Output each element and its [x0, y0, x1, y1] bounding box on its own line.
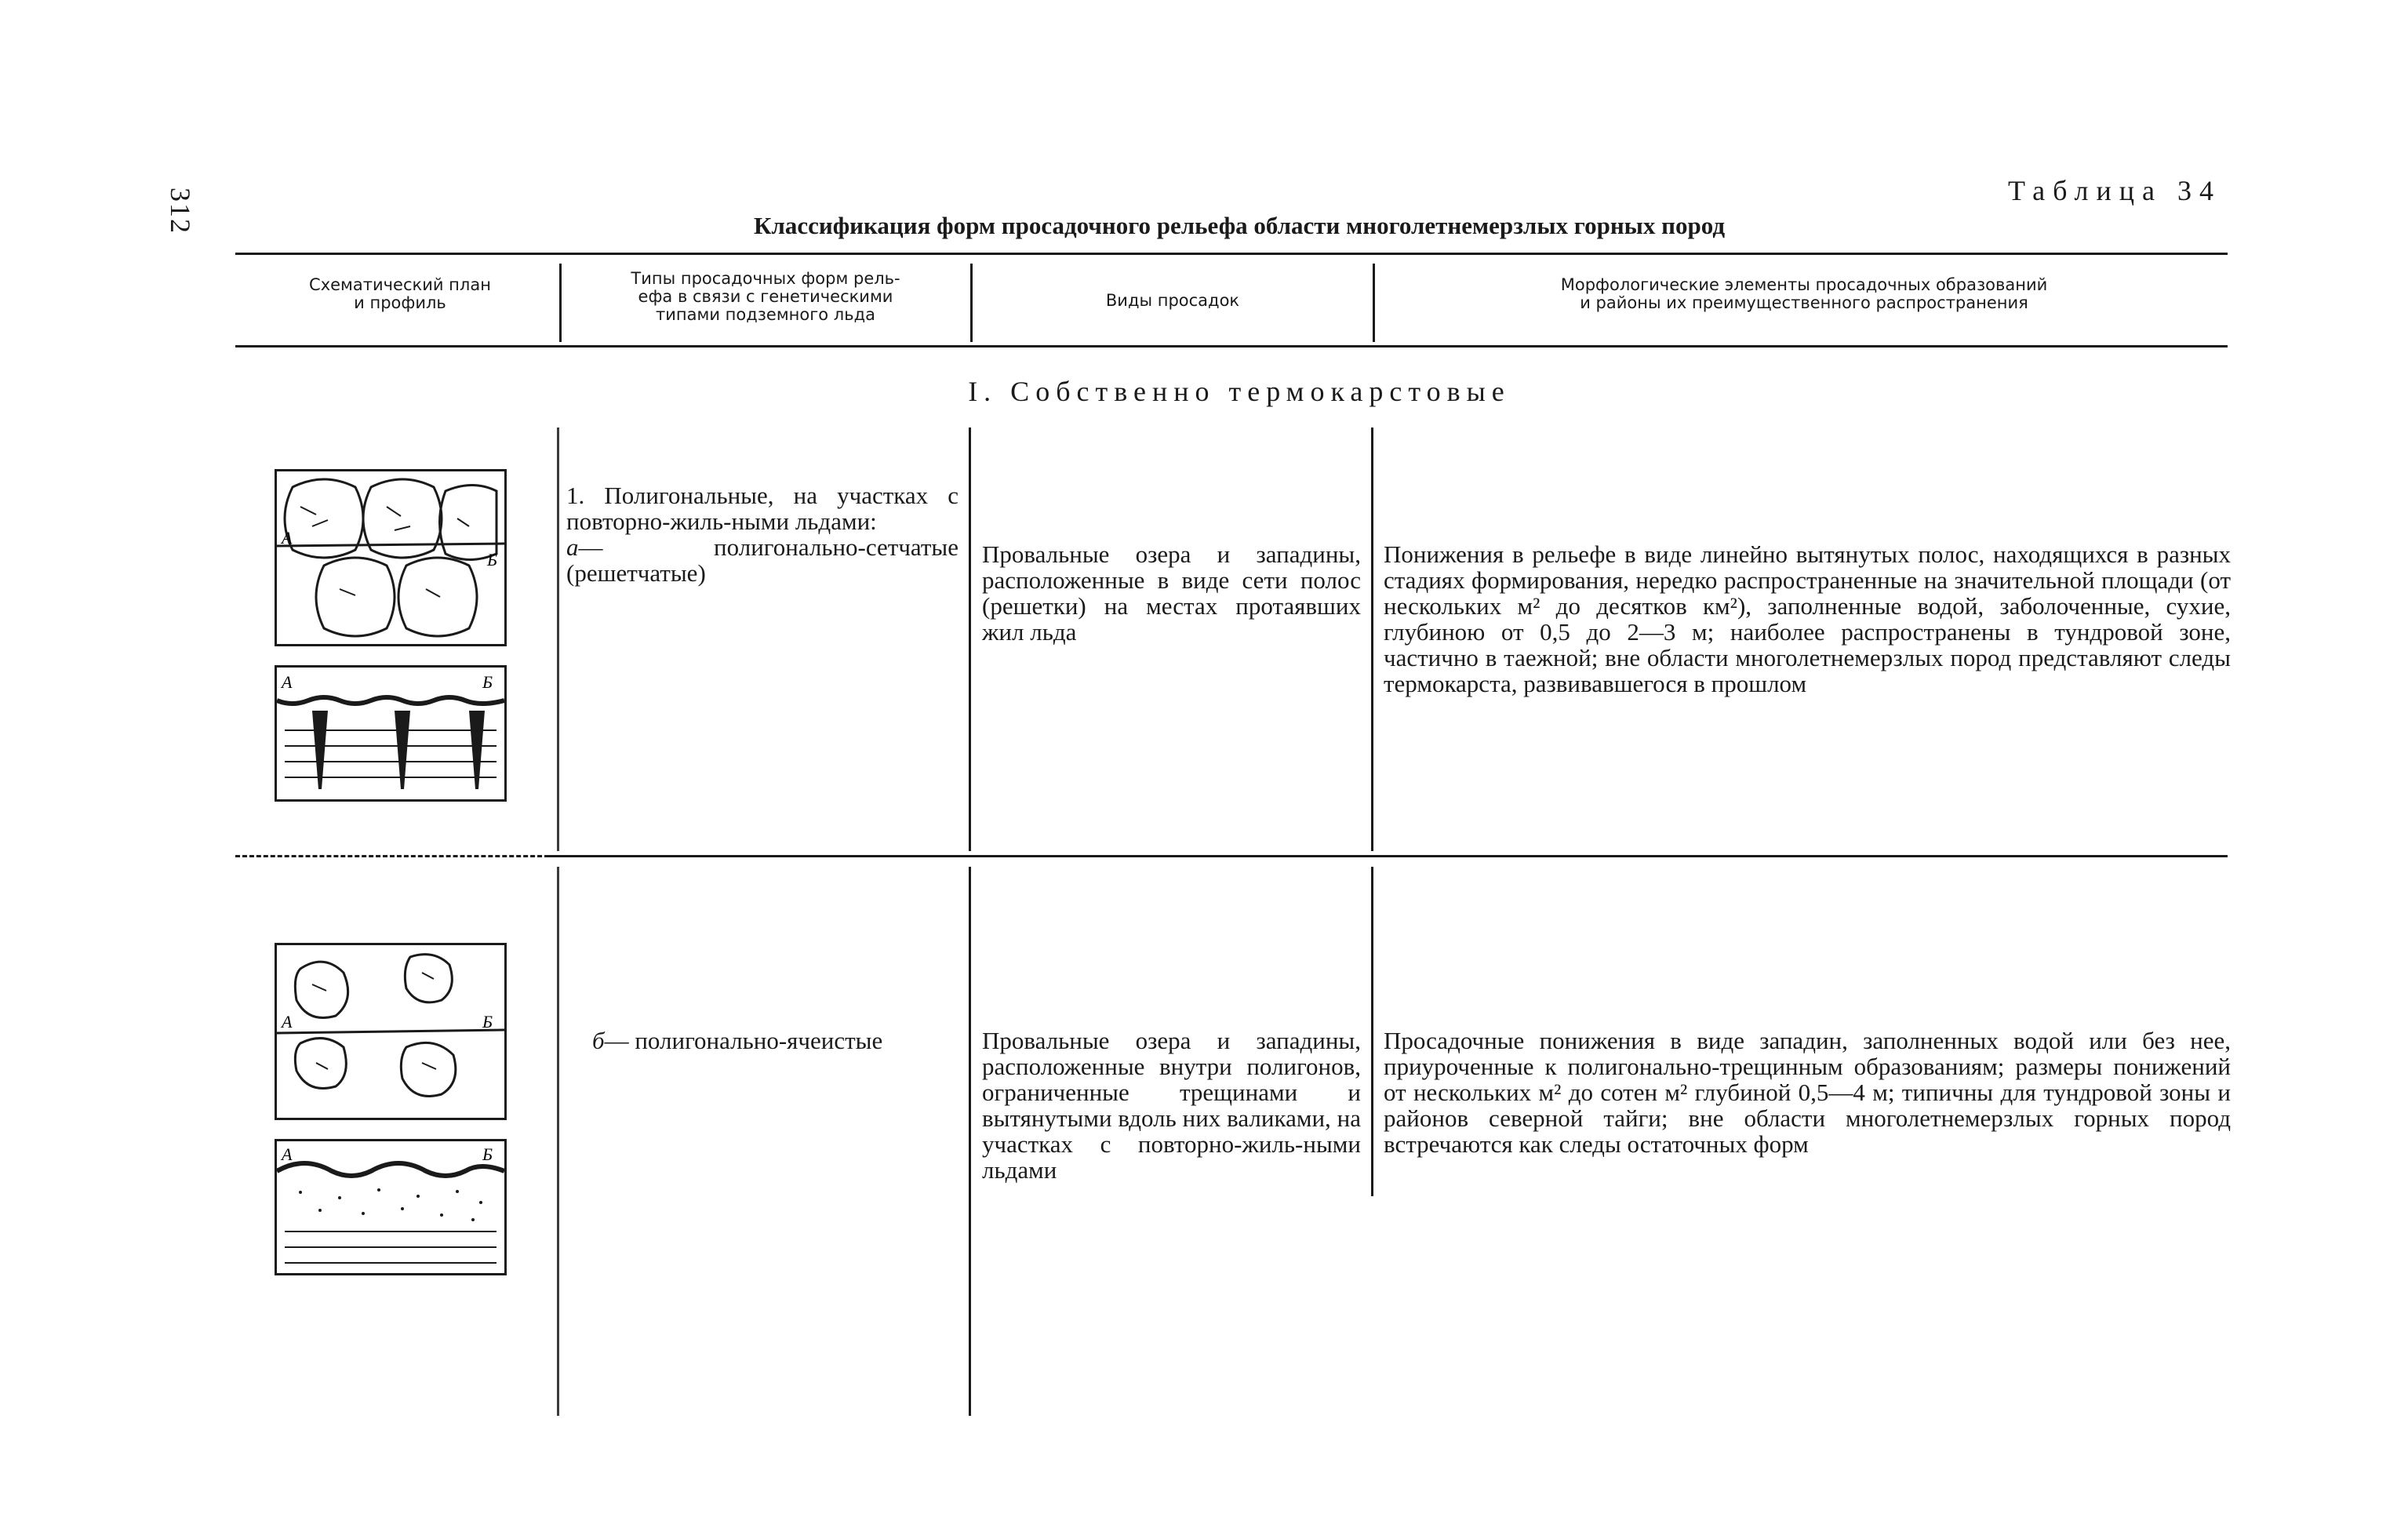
polygonal-cell-profile-icon: [277, 1141, 504, 1273]
section-title: I. Собственно термокарстовые: [968, 376, 1511, 407]
row1-kind-text: Провальные озера и западины, расположенные в виде сети полос (решетки) на местах протаявших жил льда: [982, 540, 1361, 646]
svg-text:А: А: [282, 1012, 293, 1031]
row-separator: [545, 855, 2228, 857]
row1-type-title: 1. Полигональные, на участках с повторно-жиль-ными льдами:: [566, 482, 958, 535]
row1-type-cell: [566, 482, 958, 586]
svg-text:Б: Б: [482, 1012, 493, 1031]
header-col-plan: Схематический план и профиль: [309, 275, 491, 312]
header-col-kinds: Виды просадок: [1105, 291, 1240, 310]
row1-col-sep-1: [557, 427, 559, 851]
row1-type-sub-text: — полигонально-сетчатые (решетчатые): [566, 533, 958, 587]
row2-col-sep-1: [557, 867, 559, 1416]
row-separator-dashed: [235, 855, 549, 857]
row2-col-sep-2: [969, 867, 971, 1416]
row1-plan-figure: [275, 469, 507, 646]
header-bottom-rule: [235, 345, 2228, 347]
header-col-morph: Морфологические элементы просадочных образований и районы их преимущественного распространения: [1560, 275, 2048, 312]
svg-text:Б: Б: [487, 550, 497, 569]
table-label: Таблица 34: [2008, 175, 2221, 206]
header-col-sep-1: [559, 264, 562, 342]
row2-morph-cell: [1384, 1028, 2231, 1157]
svg-text:Б: Б: [482, 672, 493, 692]
row2-kind-cell: [982, 1028, 1361, 1183]
header-col-sep-3: [1373, 264, 1375, 342]
row2-profile-figure: [275, 1139, 507, 1275]
row2-type-cell: [592, 1028, 961, 1053]
svg-text:Б: Б: [482, 1144, 493, 1164]
row2-col-sep-3: [1371, 867, 1373, 1196]
row1-kind-cell: [982, 541, 1361, 645]
row2-plan-figure: [275, 943, 507, 1120]
polygonal-grid-plan-icon: [277, 471, 504, 644]
row1-col-sep-3: [1371, 427, 1373, 851]
header-col-types: Типы просадочных форм рель- ефа в связи с генетическими типами подземного льда: [631, 269, 900, 324]
page-number: 312: [165, 187, 196, 235]
polygonal-cell-plan-icon: [277, 945, 504, 1118]
row2-type-sub-text: — полигонально-ячеистые: [604, 1027, 883, 1054]
row1-morph-text: Понижения в рельефе в виде линейно вытянутых полос, находящихся в разных стадиях формирования, нередко распространенные на значительной площади (от нескольких м² до десятков км²), заполненные водой, заболоченные, сухие, глубиною от 0,5 до 2—3 м; наиболее распространены в тундровой зоне, частично в таежной; вне области многолетнемерзлых пород представляют следы термокарста, развивавшегося в прошлом: [1384, 540, 2231, 697]
header-top-rule: [235, 253, 2228, 255]
row1-type-sub: [566, 534, 958, 586]
row2-type-sub-prefix: б: [592, 1027, 605, 1054]
row1-col-sep-2: [969, 427, 971, 851]
header-col-sep-2: [970, 264, 973, 342]
row2-morph-text: Просадочные понижения в виде западин, заполненных водой или без нее, приуроченные к полигонально-трещинным образованиям; размеры понижений от нескольких м² до сотен м² глубиной 0,5—4 м; типичны для тундровой зоны и районов северной тайги; вне области многолетнемерзлых горных пород встречаются как следы остаточных форм: [1384, 1027, 2231, 1158]
ice-wedge-profile-icon: [277, 668, 504, 799]
row2-type-sub: [592, 1028, 961, 1053]
row1-type-sub-prefix: а: [566, 533, 579, 561]
table-title: Классификация форм просадочного рельефа области многолетнемерзлых горных пород: [753, 212, 1726, 239]
svg-text:А: А: [282, 528, 293, 548]
svg-text:А: А: [282, 1144, 293, 1164]
svg-text:А: А: [282, 672, 293, 692]
row1-profile-figure: [275, 665, 507, 802]
row1-morph-cell: [1384, 541, 2231, 697]
row2-kind-text: Провальные озера и западины, расположенные внутри полигонов, ограниченные трещинами и вытянутыми вдоль них валиками, на участках с повторно-жиль-ными льдами: [982, 1027, 1361, 1184]
